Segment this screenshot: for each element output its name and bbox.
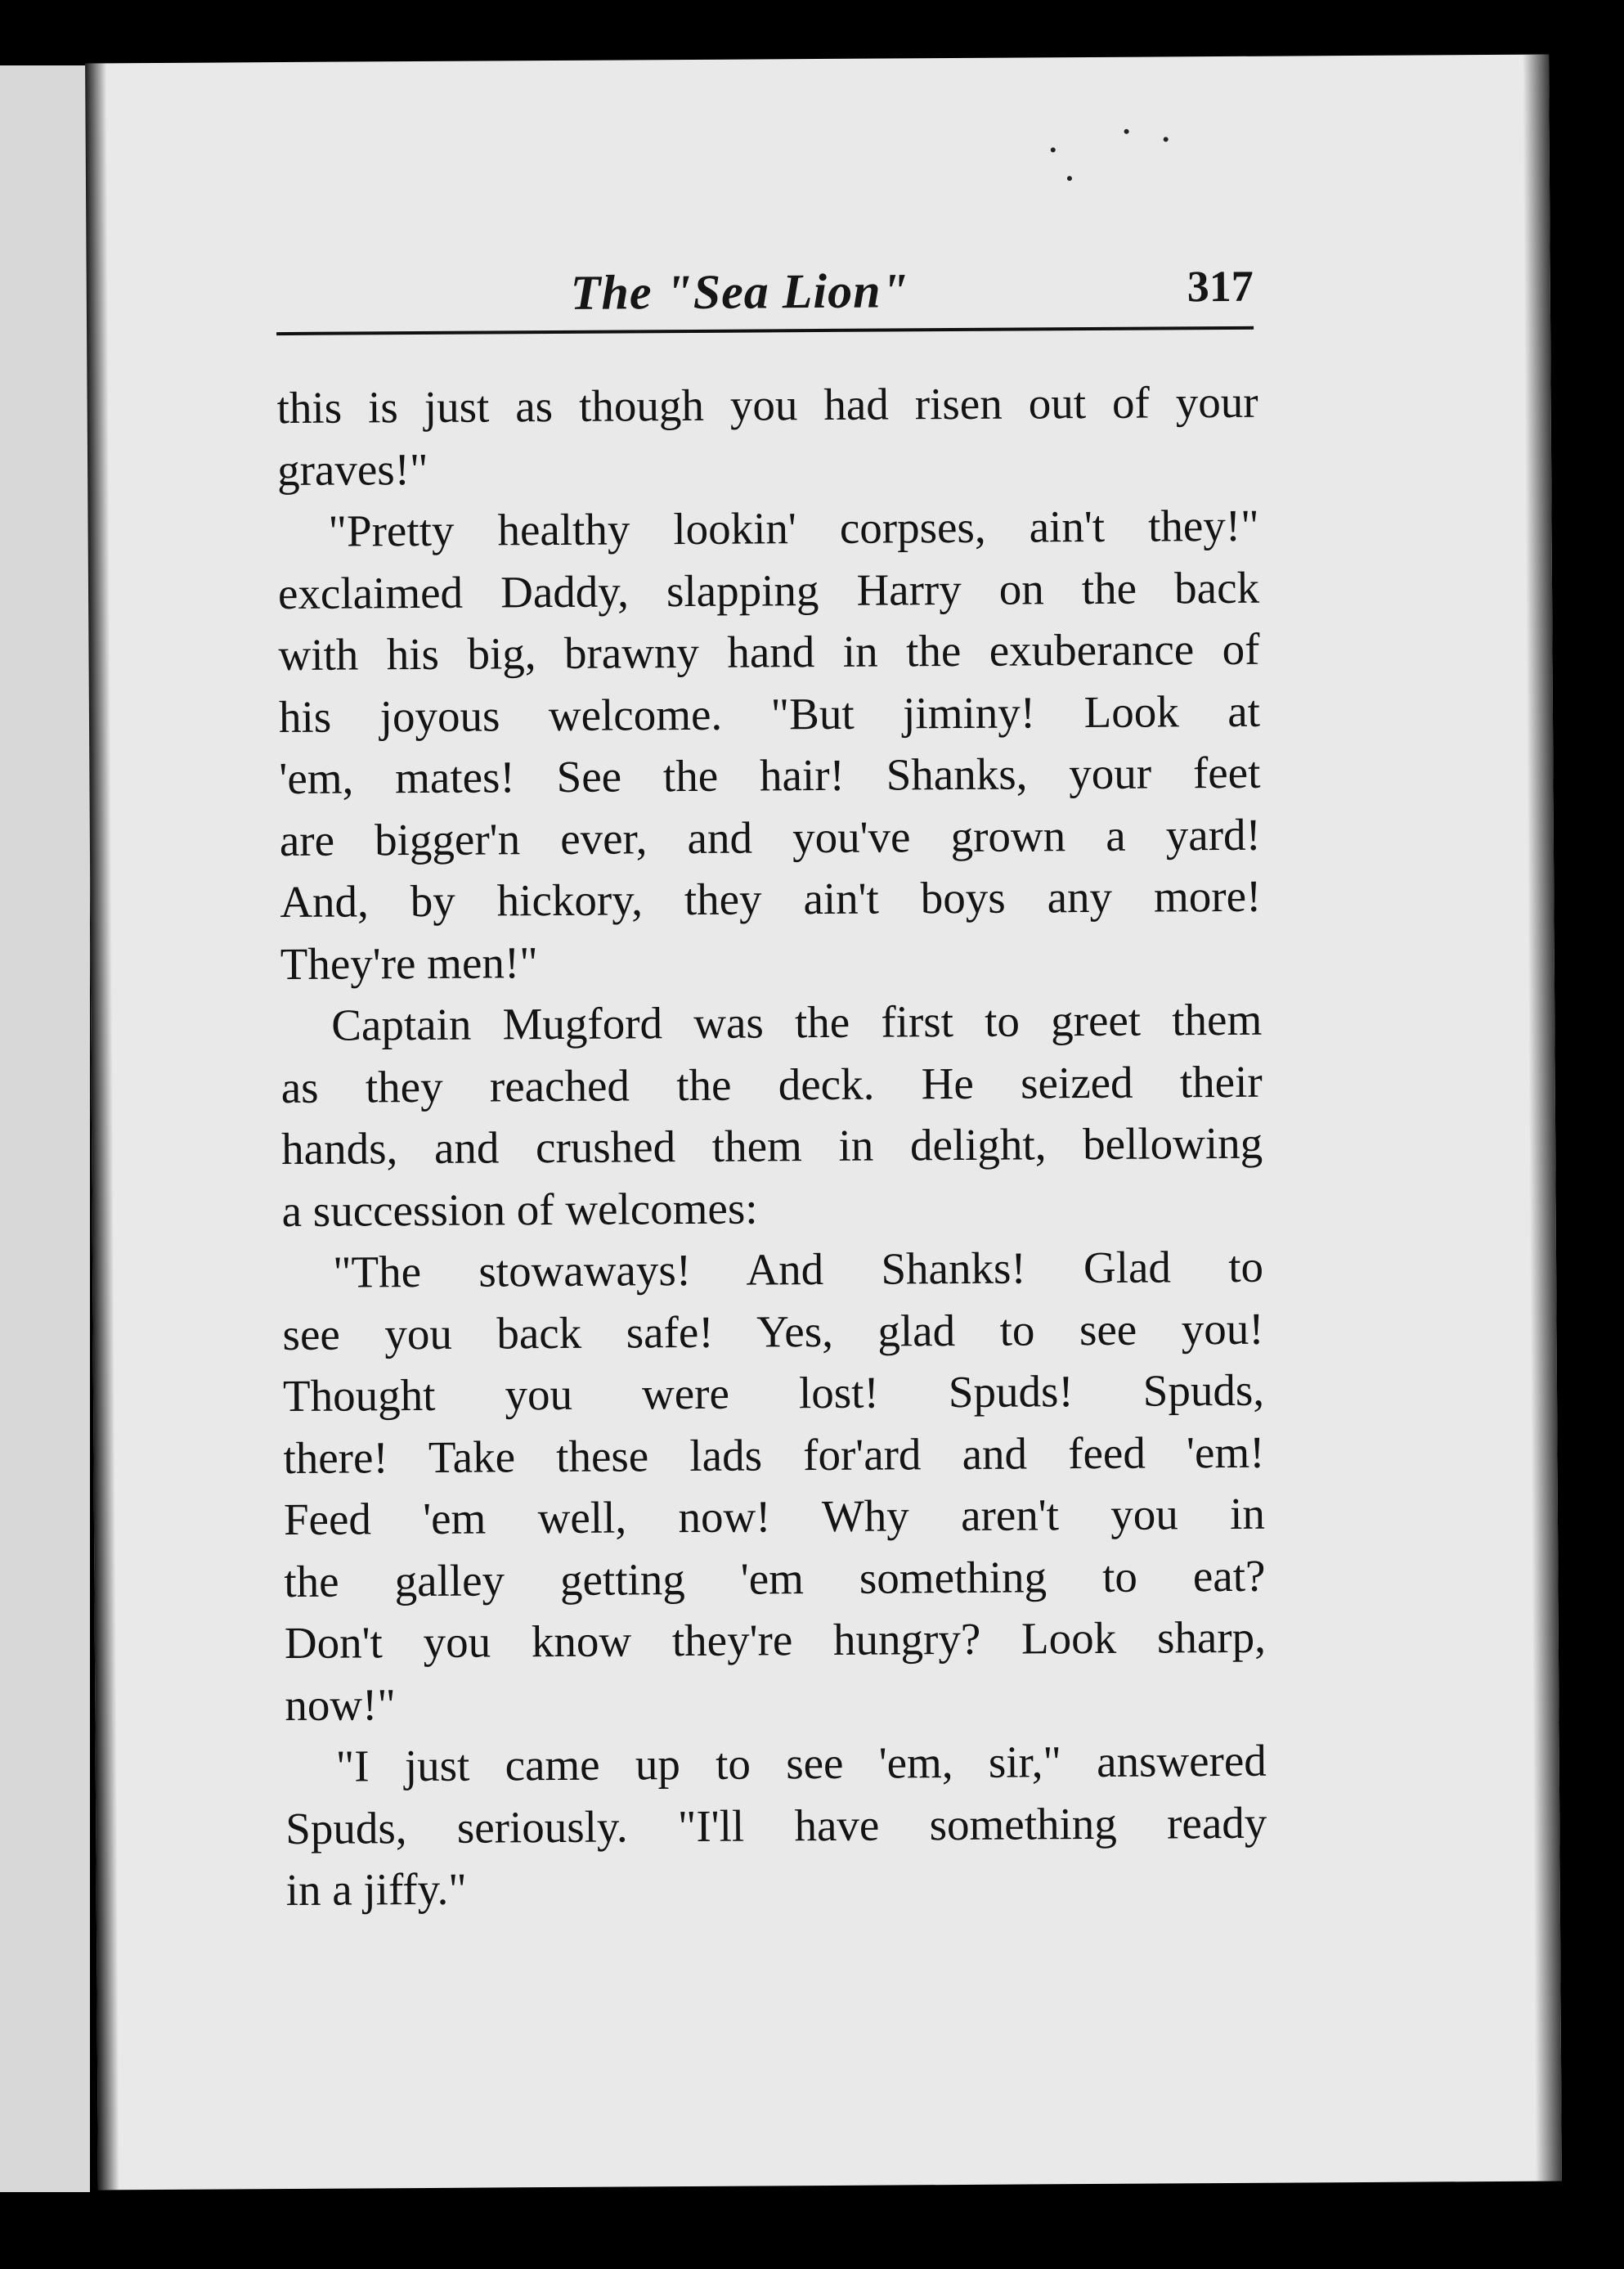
text-line: exclaimed Daddy, slapping Harry on the back — [277, 562, 1260, 618]
text-line: They're men!" — [280, 937, 538, 989]
dust-speck — [1124, 129, 1129, 134]
page-number: 317 — [1187, 261, 1254, 312]
page-edge-shadow — [1523, 55, 1562, 2181]
text-line: And, by hickory, they ain't boys any more! — [280, 870, 1262, 928]
dust-speck — [1164, 137, 1169, 142]
gutter-shadow — [85, 63, 119, 2190]
text-line: Captain Mugford was the first to greet them — [331, 994, 1263, 1050]
text-line: his joyous welcome. "But jiminy! Look at — [278, 685, 1261, 742]
text-line: 'em, mates! See the hair! Shanks, your feet — [279, 747, 1261, 804]
text-line: Spuds, seriously. "I'll have something ready — [285, 1797, 1267, 1853]
text-line: hands, and crushed them in delight, bellowing — [281, 1117, 1263, 1175]
text-line: with his big, brawny hand in the exuberance of — [278, 623, 1260, 681]
text-line: in a jiffy." — [285, 1863, 467, 1916]
previous-page-edge — [0, 65, 90, 2192]
text-line: there! Take these lads for'ard and feed 'em! — [283, 1427, 1265, 1483]
text-line: the galley getting 'em something to eat? — [284, 1550, 1266, 1606]
running-head — [276, 261, 1254, 335]
book-page — [85, 55, 1562, 2190]
text-line: a succession of welcomes: — [281, 1182, 758, 1236]
text-line: as they reached the deck. He seized their — [280, 1056, 1263, 1112]
text-line: "I just came up to see 'em, sir," answered — [335, 1735, 1267, 1791]
text-line: now!" — [285, 1678, 397, 1730]
text-line: this is just as though you had risen out of your — [276, 376, 1258, 434]
running-title: The "Sea Lion" — [570, 263, 909, 320]
text-line: "Pretty healthy lookin' corpses, ain't they!" — [328, 500, 1259, 556]
text-line: "The stowaways! And Shanks! Glad to — [332, 1241, 1264, 1297]
text-line: Feed 'em well, now! Why aren't you in — [283, 1488, 1266, 1545]
text-line: Thought you were lost! Spuds! Spuds, — [282, 1364, 1265, 1422]
dust-speck — [1051, 147, 1056, 152]
dust-speck — [1067, 176, 1072, 181]
text-line: Don't you know they're hungry? Look sharp, — [284, 1611, 1267, 1669]
body-text — [276, 371, 1267, 1921]
text-line: see you back safe! Yes, glad to see you! — [282, 1303, 1264, 1359]
text-line: graves!" — [276, 443, 428, 495]
text-line: are bigger'n ever, and you've grown a yard! — [279, 809, 1262, 865]
